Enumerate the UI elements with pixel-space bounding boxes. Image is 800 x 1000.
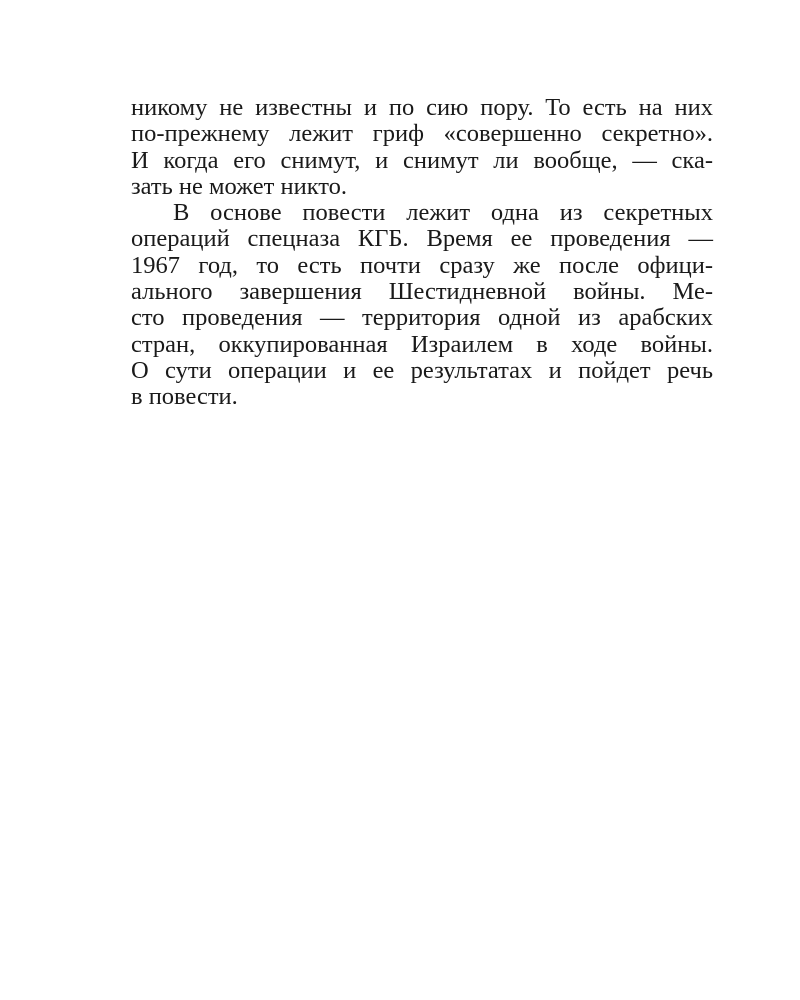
text-line: зать не может никто. — [131, 172, 348, 200]
paragraph-1 — [131, 95, 713, 200]
paragraph-2 — [131, 200, 713, 410]
text-line: О сути операции и ее результатах и пойдет речь — [131, 356, 713, 384]
text-line: в повести. — [131, 383, 238, 411]
text-line: по-прежнему лежит гриф «совершенно секретно». — [131, 120, 713, 148]
text-line: операций спецназа КГБ. Время ее проведения — — [131, 225, 713, 253]
body-text — [131, 95, 713, 411]
text-line: стран, оккупированная Израилем в ходе войны. — [131, 330, 713, 358]
text-line: И когда его снимут, и снимут ли вообще, — ска- — [131, 146, 713, 174]
text-line: ального завершения Шестидневной войны. Ме- — [131, 278, 713, 306]
text-line: сто проведения — территория одной из арабских — [131, 304, 713, 332]
text-line: 1967 год, то есть почти сразу же после офици- — [131, 251, 713, 279]
text-line: никому не известны и по сию пору. То есть на них — [131, 94, 713, 121]
text-line: В основе повести лежит одна из секретных — [173, 199, 713, 227]
